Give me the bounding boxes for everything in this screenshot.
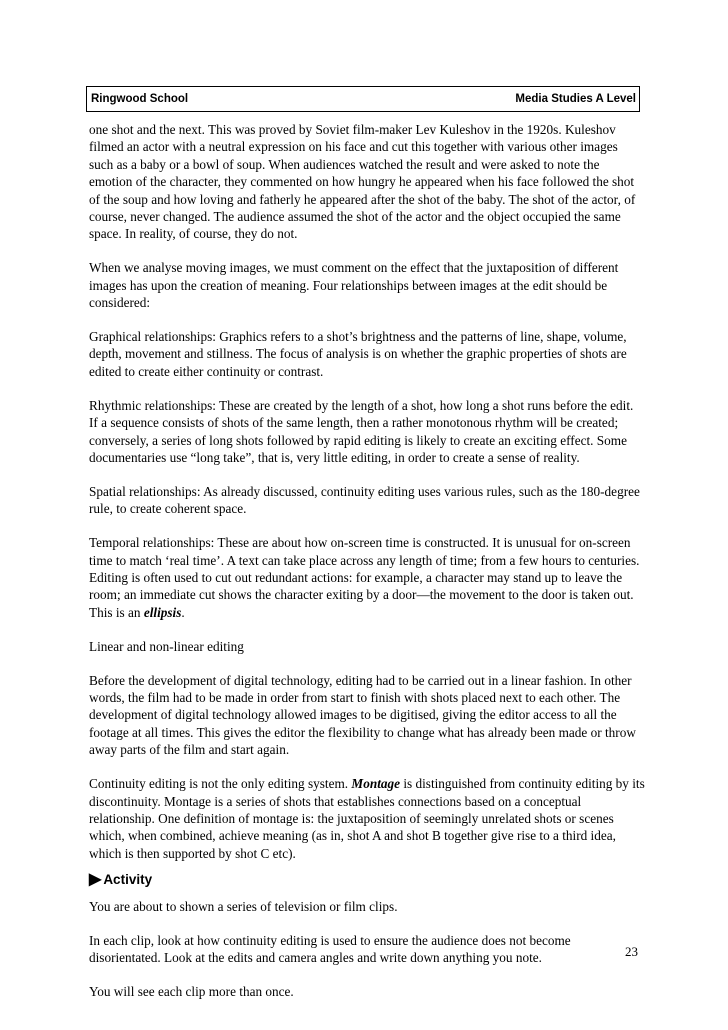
activity-title: Activity xyxy=(103,872,153,888)
paragraph-montage xyxy=(89,775,645,862)
page-header xyxy=(86,86,640,112)
paragraph-juxtaposition: When we analyse moving images, we must comment on the effect that the juxtaposition of different images has upon the creation of meaning. Four relationships between images at the edit should be considered: xyxy=(89,260,619,311)
paragraph-graphical: Graphical relationships: Graphics refers to a shot’s brightness and the patterns of line, shape, volume, depth, movement and stillness. The focus of analysis is on whether the graphic properties of shots are edited to create either continuity or contrast. xyxy=(89,329,627,379)
temporal-end: . xyxy=(181,604,185,620)
term-ellipsis: ellipsis xyxy=(143,604,182,620)
page-content xyxy=(89,121,645,1017)
page-number: 23 xyxy=(625,944,638,959)
paragraph-temporal xyxy=(89,534,645,621)
activity-intro: You are about to shown a series of television or film clips. xyxy=(89,898,398,914)
activity-note: You will see each clip more than once. xyxy=(89,983,294,999)
header-school-name: Ringwood School xyxy=(91,93,189,105)
activity-heading xyxy=(89,871,645,888)
header-course-title: Media Studies A Level xyxy=(515,93,636,105)
paragraph-spatial: Spatial relationships: As already discussed, continuity editing uses various rules, such as the 180-degree rule, to create coherent space. xyxy=(89,483,640,517)
paragraph-rhythmic: Rhythmic relationships: These are created by the length of a shot, how long a shot runs before the edit. If a sequence consists of shots of the same length, then a rather monotonous rhythm will be created; conversely, a series of long shots followed by rapid editing is likely to create an exciting effect. Some documentaries use “long take”, that is, very little editing, in order to create a sense of reality. xyxy=(89,397,634,465)
paragraph-kuleshov: one shot and the next. This was proved by Soviet film-maker Lev Kuleshov in the 1920s. Kuleshov filmed an actor with a neutral expression on his face and cut this together with various other images such as a baby or a bowl of soup. When audiences watched the result and were asked to note the emotion of the character, they commented on how hungry he appeared when his face followed the shot of the soup and how loving and fatherly he appeared after the shot of the baby. The shot of the actor, of course, never changed. The audience assumed the shot of the actor and the object occupied the same space. In reality, of course, they do not. xyxy=(89,122,636,242)
montage-text: is distinguished from continuity editing by its discontinuity. Montage is a series of shots that establishes connections based on a conceptual relationship. One definition of montage is: the juxtaposition of seemingly unrelated shots or scenes which, when combined, achieve meaning (as in, shot A and shot B together give rise to a third idea, which is then supported by shot C etc). xyxy=(89,776,645,861)
temporal-text: Temporal relationships: These are about how on-screen time is constructed. It is unusual for on-screen time to match ‘real time’. A text can take place across any length of time; from a few hours to centuries. Editing is often used to cut out redundant actions: for example, a character may stand up to leave the room; an immediate cut shows the character exiting by a door—the movement to the door is taken out. This is an xyxy=(89,535,640,620)
paragraph-digital: Before the development of digital technology, editing had to be carried out in a linear fashion. In other words, the film had to be made in order from start to finish with shots placed next to each other. The development of digital technology allowed images to be digitised, giving the editor access to all the footage at all times. This gives the editor the flexibility to change what has already been made or throw away parts of the film and start again. xyxy=(89,672,636,758)
montage-intro: Continuity editing is not the only editing system. xyxy=(89,776,352,792)
activity-instructions: In each clip, look at how continuity editing is used to ensure the audience does not become disorientated. Look at the edits and camera angles and write down anything you note. xyxy=(89,932,571,965)
term-montage: Montage xyxy=(351,776,401,792)
subheading-linear-editing: Linear and non-linear editing xyxy=(89,638,244,654)
play-triangle-icon: ▶ xyxy=(89,871,102,889)
